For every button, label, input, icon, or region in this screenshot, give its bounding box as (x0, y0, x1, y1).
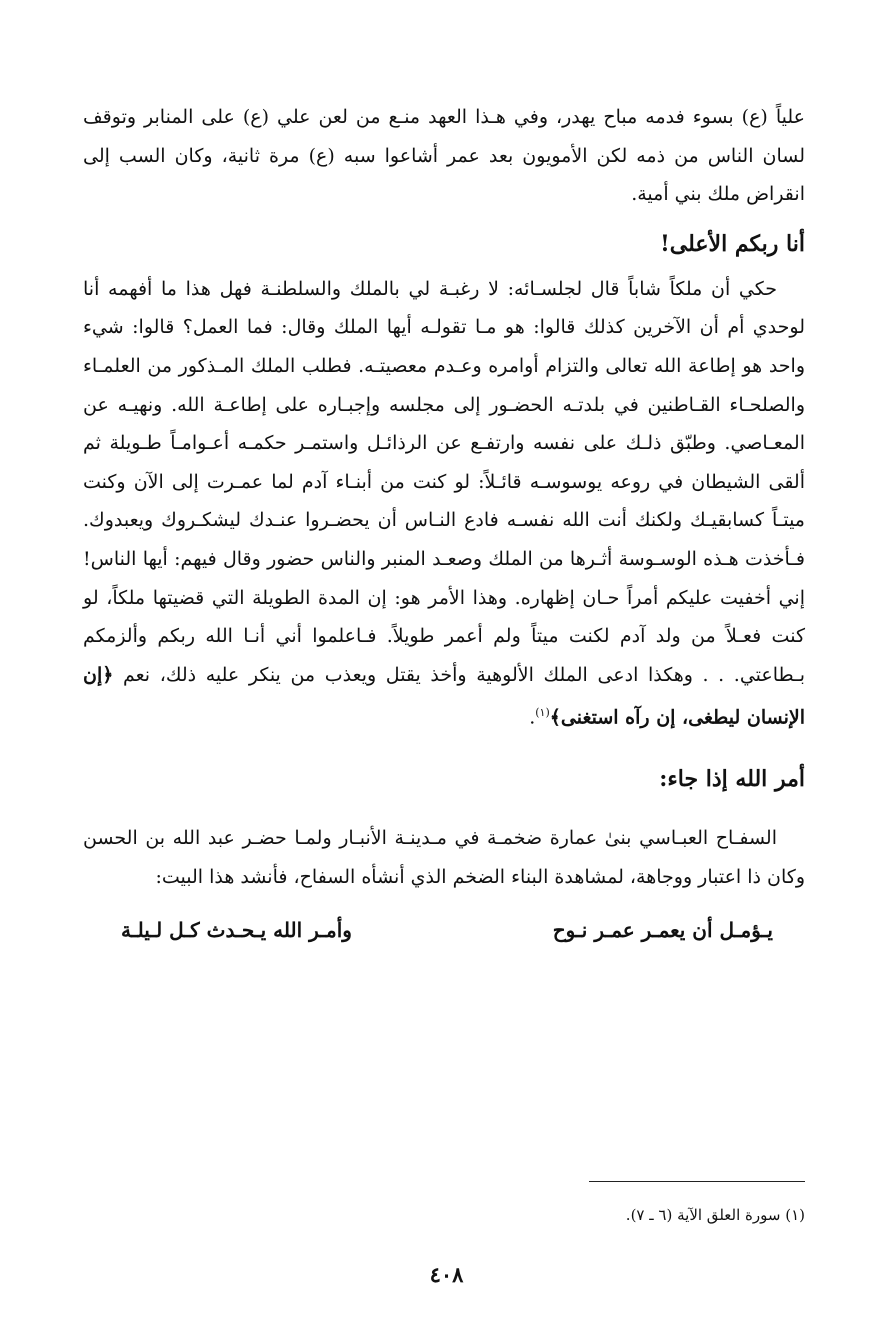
poem-verse (121, 910, 773, 950)
footnote: (١) سورة العلق الآية (٦ ـ ٧). (625, 1206, 805, 1224)
paragraph-intro: علياً (ع) بسوء فدمه مباح يهدر، وفي هـذا العهد منـع من لعن علي (ع) على المنابر وتوقف لسان الناس من ذمه لكن الأمويون بعد عمر أشاعوا سبه (ع) مرة ثانية، وكان السب إلى انقراض ملك بني أمية. (83, 106, 805, 206)
paragraph-king-story-text: حكي أن ملكاً شاباً قال لجلسـائه: لا رغبـة لي بالملك والسلطنـة فهل هذا ما أفهمه أنا لوحدي أم أن الآخرين كذلك قالوا: هو مـا تقولـه أيها الملك وقال: فما العمل؟ قالوا: شيء واحد هو إطاعة الله تعالى والتزام أوامره وعـدم معصيتـه. فطلب الملك المـذكور من العلمـاء والصلحـاء القـاطنين في بلدتـه الحضـور إلى مجلسه وإجبـاره على إطاعـة الله. ونهيـه عن المعـاصي. وطبّق ذلـك على نفسه وارتفـع عن الرذائـل واستمـر حكمـه أعـوامـاً طـويلة ثم ألقى الشيطان في روعه يوسوسـه قائـلاً: لو كنت من أبنـاء آدم لما عمـرت إلى الآن وكنت ميتـاً كسابقيـك ولكنك أنت الله نفسـه فادع النـاس أن يحضـروا عنـدك ليشكـروك ويعبدوك. فـأخذت هـذه الوسـوسة أثـرها من الملك وصعـد المنبر والناس حضور وقال فيهم: أيها الناس! إني أخفيت عليكم أمراً حـان إظهاره. وهذا الأمر هو: إن المدة الطويلة التي قضيتها ملكاً، لو كنت فعـلاً من ولد آدم لكنت ميتاً ولم أعمر طويلاً. فـاعلموا أني أنـا الله ربكم وألزمكم بـطاعتي. . . وهكذا ادعى الملك الألوهية وأخذ يقتل ويعذب من ينكر عليه ذلك، نعم (83, 277, 805, 686)
page-number: ٤٠٨ (429, 1262, 464, 1287)
footnote-marker: (١) (535, 706, 550, 720)
verse-second-hemistich: وأمـر الله يـحـدث كـل لـيلـة (121, 918, 352, 943)
footnote-divider (589, 1181, 805, 1182)
paragraph-king-story (83, 270, 805, 737)
page-body (83, 98, 805, 950)
paragraph-end-mark: . (529, 706, 536, 729)
verse-first-hemistich: يـؤمـل أن يعمـر عمـر نـوح (552, 918, 773, 943)
heading-ana-rabbukum: أنا ربكم الأعلى! (660, 230, 805, 257)
paragraph-saffah: السفـاح العبـاسي بنىٰ عمارة ضخمـة في مـدينـة الأنبـار ولمـا حضـر عبد الله بن الحسن وكان ذا اعتبار ووجاهة، لمشاهدة البناء الضخم الذي أنشأه السفاح، فأنشد هذا البيت: (83, 827, 805, 888)
heading-amr-allah: أمر الله إذا جاء: (659, 766, 805, 793)
quran-quote: ﴿إن الإنسان ليطغى، إن رآه استغنى﴾ (83, 663, 805, 729)
